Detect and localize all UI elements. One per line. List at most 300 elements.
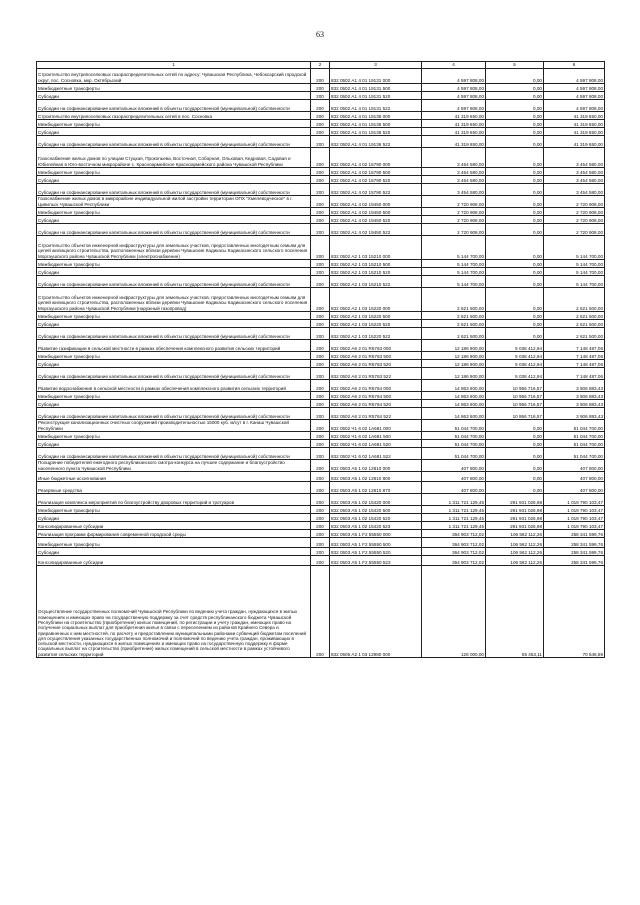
row-name-cell: Строительство внутрипоселковых газораспределительных сетей по адресу: Чувашская Республика, Чебоксарский городской округ, пос. Сосновка, мкр. Октябрьский: [37, 69, 311, 84]
table-row: [37, 506, 605, 514]
row-executed-cell: 5 038 412,94: [486, 340, 544, 352]
row-code-cell: 200: [311, 136, 330, 148]
row-executed-cell: 291 931 025,98: [486, 506, 544, 514]
row-executed-cell: 0,00: [486, 276, 544, 288]
row-kbk-cell: 832 0502 А2 1 03 15210 000: [330, 236, 422, 260]
row-remainder-cell: 5 144 700,00: [544, 268, 605, 276]
table-row: [37, 440, 605, 448]
row-code-cell: 200: [311, 168, 330, 176]
row-code-cell: 200: [311, 260, 330, 268]
row-executed-cell: 0,00: [486, 288, 544, 312]
row-remainder-cell: 1 019 790 103,47: [544, 506, 605, 514]
row-executed-cell: 0,00: [486, 112, 544, 120]
row-executed-cell: 0,00: [486, 216, 544, 224]
row-amount-cell: 5 144 700,00: [422, 276, 486, 288]
table-row: [37, 268, 605, 276]
row-amount-cell: 4 597 808,00: [422, 84, 486, 92]
row-kbk-cell: 832 0503 А5 1 02 15420 500: [330, 506, 422, 514]
row-kbk-cell: 832 0502 А1 4 02 15790 522: [330, 184, 422, 196]
table-row: [37, 432, 605, 440]
row-remainder-cell: 2 621 500,00: [544, 288, 605, 312]
row-code-cell: 200: [311, 148, 330, 168]
row-amount-cell: 14 863 600,00: [422, 408, 486, 420]
row-code-cell: 200: [311, 340, 330, 352]
row-executed-cell: 0,00: [486, 320, 544, 328]
row-executed-cell: 0,00: [486, 448, 544, 460]
row-code-cell: 200: [311, 184, 330, 196]
row-remainder-cell: 7 148 487,06: [544, 340, 605, 352]
row-name-cell: Межбюджетные трансферты: [37, 208, 311, 216]
row-remainder-cell: 258 341 599,76: [544, 530, 605, 538]
row-kbk-cell: 832 0503 А5 1 F2 55550 500: [330, 538, 422, 548]
row-remainder-cell: 2 720 908,00: [544, 208, 605, 216]
row-amount-cell: 4 597 808,00: [422, 92, 486, 100]
row-name-cell: Межбюджетные трансферты: [37, 432, 311, 440]
row-name-cell: Межбюджетные трансферты: [37, 538, 311, 548]
row-executed-cell: 0,00: [486, 128, 544, 136]
row-executed-cell: 0,00: [486, 196, 544, 208]
page-number: 63: [316, 30, 324, 39]
row-kbk-cell: 832 0502 Ч1 6 02 1А681 500: [330, 432, 422, 440]
row-amount-cell: 364 903 712,02: [422, 556, 486, 566]
row-remainder-cell: 4 597 808,00: [544, 69, 605, 84]
row-kbk-cell: 832 0502 А1 4 02 19450 522: [330, 224, 422, 236]
table-row: [37, 168, 605, 176]
table-row: [37, 176, 605, 184]
table-row: [37, 128, 605, 136]
row-kbk-cell: 832 0502 А2 1 03 15220 520: [330, 320, 422, 328]
row-code-cell: 200: [311, 176, 330, 184]
row-code-cell: 200: [311, 276, 330, 288]
row-name-cell: Реконструкция канализационных очистных сооружений производительностью 15000 куб. м/сут в г. Канаш Чувашской Республики: [37, 420, 311, 432]
row-name-cell: Субсидии: [37, 320, 311, 328]
row-code-cell: 200: [311, 566, 330, 658]
row-name-cell: Субсидии на софинансирование капитальных вложений в объекты государственной (муниципальной) собственности: [37, 368, 311, 380]
row-executed-cell: 5 038 412,94: [486, 352, 544, 360]
row-code-cell: 200: [311, 522, 330, 530]
row-executed-cell: 0,00: [486, 184, 544, 196]
row-remainder-cell: 4 597 808,00: [544, 92, 605, 100]
row-kbk-cell: 832 0502 А1 4 02 19450 520: [330, 216, 422, 224]
table-row: [37, 448, 605, 460]
row-kbk-cell: 832 0503 А5 1 02 12810 800: [330, 472, 422, 482]
row-kbk-cell: 832 0502 А1 4 01 19136 520: [330, 128, 422, 136]
row-executed-cell: 0,00: [486, 432, 544, 440]
table-row: [37, 196, 605, 208]
row-remainder-cell: 7 148 487,06: [544, 368, 605, 380]
row-name-cell: Межбюджетные трансферты: [37, 260, 311, 268]
row-name-cell: Субсидии: [37, 128, 311, 136]
row-kbk-cell: 832 0505 А2 1 03 12980 000: [330, 566, 422, 658]
row-kbk-cell: 832 0502 А1 4 01 19131 522: [330, 100, 422, 112]
column-header-1: 1: [37, 62, 311, 69]
row-name-cell: Межбюджетные трансферты: [37, 392, 311, 400]
row-executed-cell: 10 956 716,57: [486, 400, 544, 408]
row-code-cell: 200: [311, 472, 330, 482]
row-remainder-cell: 41 319 650,00: [544, 112, 605, 120]
row-kbk-cell: 832 0502 А1 4 02 15790 000: [330, 148, 422, 168]
row-executed-cell: 5 038 412,94: [486, 368, 544, 380]
table-row: [37, 224, 605, 236]
row-executed-cell: 0,00: [486, 420, 544, 432]
table-row: [37, 216, 605, 224]
row-kbk-cell: 832 0503 А5 1 F2 55550 000: [330, 530, 422, 538]
row-name-cell: Консолидированные субсидии: [37, 556, 311, 566]
row-amount-cell: 2 720 908,00: [422, 208, 486, 216]
row-amount-cell: 3 454 580,00: [422, 184, 486, 196]
row-kbk-cell: 832 0502 А6 2 01 R5764 000: [330, 380, 422, 392]
table-row: [37, 538, 605, 548]
row-amount-cell: 4 597 808,00: [422, 100, 486, 112]
row-name-cell: Субсидии: [37, 92, 311, 100]
row-name-cell: Резервные средства: [37, 482, 311, 494]
table-row: [37, 514, 605, 522]
row-executed-cell: 0,00: [486, 100, 544, 112]
row-kbk-cell: 832 0502 А6 2 01 R5763 000: [330, 340, 422, 352]
row-kbk-cell: 832 0502 Ч1 6 02 1А681 520: [330, 440, 422, 448]
row-kbk-cell: 832 0502 А2 1 03 15220 500: [330, 312, 422, 320]
row-code-cell: 200: [311, 440, 330, 448]
row-name-cell: Межбюджетные трансферты: [37, 352, 311, 360]
table-row: [37, 368, 605, 380]
row-code-cell: 200: [311, 514, 330, 522]
table-row: [37, 380, 605, 392]
table-row: [37, 328, 605, 340]
row-name-cell: Субсидии: [37, 268, 311, 276]
row-name-cell: Межбюджетные трансферты: [37, 312, 311, 320]
table-row: [37, 556, 605, 566]
row-executed-cell: 0,00: [486, 92, 544, 100]
row-executed-cell: 106 562 112,26: [486, 548, 544, 556]
row-amount-cell: 51 044 700,00: [422, 432, 486, 440]
row-kbk-cell: 832 0502 А6 2 01 R5763 522: [330, 368, 422, 380]
row-name-cell: Субсидии на софинансирование капитальных вложений в объекты государственной (муниципальной) собственности: [37, 184, 311, 196]
row-name-cell: Межбюджетные трансферты: [37, 120, 311, 128]
table-body: [37, 69, 605, 658]
row-code-cell: 200: [311, 506, 330, 514]
table-row: [37, 320, 605, 328]
table-row: [37, 208, 605, 216]
table-row: [37, 392, 605, 400]
table-row: [37, 352, 605, 360]
row-amount-cell: 4 597 808,00: [422, 69, 486, 84]
row-remainder-cell: 3 454 580,00: [544, 176, 605, 184]
row-amount-cell: 407 800,00: [422, 472, 486, 482]
row-amount-cell: 1 311 721 129,45: [422, 522, 486, 530]
table-row: [37, 522, 605, 530]
row-code-cell: 200: [311, 352, 330, 360]
row-amount-cell: 2 621 500,00: [422, 312, 486, 320]
row-name-cell: Газоснабжение жилых домов в микрорайоне индивидуальной жилой застройки территории ОПХ "Хмелеводческое" в г. Цивильск Чувашской Республики: [37, 196, 311, 208]
row-name-cell: Субсидии: [37, 216, 311, 224]
row-kbk-cell: 832 0502 Ч1 6 02 1А681 522: [330, 448, 422, 460]
row-kbk-cell: 832 0502 А6 2 01 R5764 500: [330, 392, 422, 400]
row-code-cell: 200: [311, 224, 330, 236]
row-amount-cell: 2 621 500,00: [422, 288, 486, 312]
row-name-cell: Развитие водоснабжения в сельской местности в рамках обеспечения комплексного развития сельских территорий: [37, 380, 311, 392]
row-remainder-cell: 407 800,00: [544, 482, 605, 494]
row-executed-cell: 0,00: [486, 472, 544, 482]
row-name-cell: Межбюджетные трансферты: [37, 506, 311, 514]
row-amount-cell: 14 863 600,00: [422, 400, 486, 408]
row-executed-cell: 0,00: [486, 260, 544, 268]
row-name-cell: Межбюджетные трансферты: [37, 84, 311, 92]
row-kbk-cell: 832 0502 А1 4 01 19136 500: [330, 120, 422, 128]
row-remainder-cell: 2 720 908,00: [544, 216, 605, 224]
row-remainder-cell: 3 906 883,43: [544, 380, 605, 392]
row-code-cell: 200: [311, 482, 330, 494]
row-amount-cell: 364 903 712,02: [422, 538, 486, 548]
row-kbk-cell: 832 0502 А1 4 02 19450 500: [330, 208, 422, 216]
row-executed-cell: 10 956 716,57: [486, 408, 544, 420]
row-amount-cell: 14 863 600,00: [422, 392, 486, 400]
row-code-cell: 200: [311, 69, 330, 84]
table-row: [37, 69, 605, 84]
row-remainder-cell: 3 906 883,43: [544, 408, 605, 420]
row-name-cell: Субсидии на софинансирование капитальных вложений в объекты государственной (муниципальной) собственности: [37, 224, 311, 236]
row-code-cell: 200: [311, 84, 330, 92]
row-executed-cell: 0,00: [486, 69, 544, 84]
row-executed-cell: 0,00: [486, 176, 544, 184]
row-remainder-cell: 70 546,89: [544, 566, 605, 658]
row-remainder-cell: 3 454 580,00: [544, 184, 605, 196]
row-amount-cell: 364 903 712,02: [422, 548, 486, 556]
row-name-cell: Развитие газификации в сельской местности в рамках обеспечения комплексного развития сельских территорий: [37, 340, 311, 352]
row-kbk-cell: 832 0502 А6 2 01 R5763 520: [330, 360, 422, 368]
row-remainder-cell: 41 319 650,00: [544, 128, 605, 136]
row-executed-cell: 55 453,11: [486, 566, 544, 658]
row-name-cell: Субсидии на софинансирование капитальных вложений в объекты государственной (муниципальной) собственности: [37, 100, 311, 112]
row-name-cell: Иные бюджетные ассигнования: [37, 472, 311, 482]
table-row: [37, 548, 605, 556]
row-name-cell: Субсидии: [37, 176, 311, 184]
row-name-cell: Строительство объектов инженерной инфраструктуры для земельных участков, предоставленных многодетным семьям для целей жилищного строительства, расположенных вблизи деревни Чувашские Кадикасы Кадикасинского сельского поселения Моргаушского района Чувашской Республики (электроснабжение): [37, 236, 311, 260]
row-amount-cell: 12 186 900,00: [422, 360, 486, 368]
row-remainder-cell: 51 044 700,00: [544, 448, 605, 460]
row-kbk-cell: 832 0502 А2 1 03 15220 000: [330, 288, 422, 312]
row-executed-cell: 5 038 412,94: [486, 360, 544, 368]
row-name-cell: Осуществление государственных полномочий Чувашской Республики по ведению учета граждан, нуждающихся в жилых помещениях и имеющих право на государственную поддержку за счет средств республиканского бюджета Чувашской Республики на строительство (приобретение) жилых помещений, по регистрации и учету граждан, имеющих право на получение социальных выплат для приобретения жилья в связи с переселением из районов Крайнего Севера и приравненных к ним местностей, по расчету и предоставлению муниципальными районами субвенций бюджетам поселений для осуществления указанных государственных полномочий и полномочий по ведению учета граждан, проживающих в сельской местности, нуждающихся в жилых помещениях и имеющих право на государственную поддержку в форме социальных выплат на строительство (приобретение) жилых помещений в сельской местности в рамках устойчивого развития сельских территорий: [37, 566, 311, 658]
row-code-cell: 200: [311, 494, 330, 506]
table-row: [37, 408, 605, 420]
row-code-cell: 200: [311, 216, 330, 224]
table-row: [37, 460, 605, 472]
row-executed-cell: 0,00: [486, 268, 544, 276]
row-executed-cell: 10 956 716,57: [486, 392, 544, 400]
row-remainder-cell: 1 019 790 103,47: [544, 494, 605, 506]
row-amount-cell: 51 044 700,00: [422, 448, 486, 460]
row-code-cell: 200: [311, 556, 330, 566]
row-kbk-cell: 832 0502 А6 2 01 R5763 500: [330, 352, 422, 360]
row-name-cell: Субсидии: [37, 548, 311, 556]
row-executed-cell: 0,00: [486, 224, 544, 236]
table-row: [37, 340, 605, 352]
row-amount-cell: 12 186 900,00: [422, 352, 486, 360]
table-row: [37, 184, 605, 196]
row-name-cell: Субсидии на софинансирование капитальных вложений в объекты государственной (муниципальной) собственности: [37, 448, 311, 460]
row-name-cell: Консолидированные субсидии: [37, 522, 311, 530]
row-remainder-cell: 3 454 580,00: [544, 168, 605, 176]
row-amount-cell: 3 454 580,00: [422, 168, 486, 176]
row-executed-cell: 106 562 112,26: [486, 556, 544, 566]
row-code-cell: 200: [311, 236, 330, 260]
row-executed-cell: 0,00: [486, 120, 544, 128]
row-kbk-cell: 832 0503 А5 1 02 12810 870: [330, 482, 422, 494]
row-code-cell: 200: [311, 392, 330, 400]
row-executed-cell: 0,00: [486, 460, 544, 472]
row-kbk-cell: 832 0503 А5 1 F2 55550 520: [330, 548, 422, 556]
row-executed-cell: 0,00: [486, 84, 544, 92]
row-kbk-cell: 832 0502 А2 1 03 15220 522: [330, 328, 422, 340]
row-amount-cell: 41 319 650,00: [422, 136, 486, 148]
row-name-cell: Газоснабжение жилых домов по улицам Стуцкая, Прокопьева, Восточная, Соборная, Ольховая, Кедровая, Садовая и Юбилейная в Юго-восточном микрорайоне с. Красноармейское Красноармейского района Чувашской Республики: [37, 148, 311, 168]
table-row: [37, 92, 605, 100]
budget-table: [36, 61, 605, 658]
row-executed-cell: 10 956 716,57: [486, 380, 544, 392]
row-code-cell: 200: [311, 100, 330, 112]
row-name-cell: Реализация комплекса мероприятий по благоустройству дворовых территорий и тротуаров: [37, 494, 311, 506]
row-remainder-cell: 5 144 700,00: [544, 260, 605, 268]
row-code-cell: 200: [311, 400, 330, 408]
row-amount-cell: 5 144 700,00: [422, 260, 486, 268]
row-remainder-cell: 5 144 700,00: [544, 276, 605, 288]
row-remainder-cell: 4 597 808,00: [544, 84, 605, 92]
row-executed-cell: 106 562 112,26: [486, 538, 544, 548]
row-executed-cell: 0,00: [486, 168, 544, 176]
table-row: [37, 360, 605, 368]
row-code-cell: 200: [311, 320, 330, 328]
row-code-cell: 200: [311, 432, 330, 440]
row-remainder-cell: 258 341 599,76: [544, 556, 605, 566]
row-amount-cell: 3 454 580,00: [422, 176, 486, 184]
row-name-cell: Строительство внутрипоселковых газораспределительных сетей в пос. Сосновка: [37, 112, 311, 120]
row-amount-cell: 2 720 908,00: [422, 216, 486, 224]
row-name-cell: Субсидии на софинансирование капитальных вложений в объекты государственной (муниципальной) собственности: [37, 136, 311, 148]
row-remainder-cell: 5 144 700,00: [544, 236, 605, 260]
row-amount-cell: 2 720 908,00: [422, 196, 486, 208]
row-code-cell: 200: [311, 268, 330, 276]
row-amount-cell: 41 319 650,00: [422, 128, 486, 136]
row-kbk-cell: 832 0502 А6 2 01 R5764 522: [330, 408, 422, 420]
table-row: [37, 100, 605, 112]
row-name-cell: Субсидии на софинансирование капитальных вложений в объекты государственной (муниципальной) собственности: [37, 408, 311, 420]
column-header-2: 2: [311, 62, 330, 69]
row-name-cell: Субсидии: [37, 514, 311, 522]
row-code-cell: 200: [311, 312, 330, 320]
row-code-cell: 200: [311, 380, 330, 392]
column-header-3: 3: [330, 62, 422, 69]
table-row: [37, 84, 605, 92]
row-kbk-cell: 832 0502 А1 4 02 15790 500: [330, 168, 422, 176]
row-remainder-cell: 2 720 908,00: [544, 224, 605, 236]
row-remainder-cell: 407 800,00: [544, 472, 605, 482]
row-kbk-cell: 832 0502 А1 4 01 19136 000: [330, 112, 422, 120]
row-amount-cell: 14 863 600,00: [422, 380, 486, 392]
table-row: [37, 312, 605, 320]
row-code-cell: 200: [311, 128, 330, 136]
row-kbk-cell: 832 0503 А5 1 02 15420 523: [330, 522, 422, 530]
column-numbers-row: [37, 62, 605, 69]
table-header: [37, 62, 605, 69]
table-row: [37, 566, 605, 658]
row-kbk-cell: 832 0502 А2 1 03 15210 522: [330, 276, 422, 288]
table-row: [37, 400, 605, 408]
table-row: [37, 420, 605, 432]
row-remainder-cell: 3 454 580,00: [544, 148, 605, 168]
row-code-cell: 200: [311, 460, 330, 472]
row-kbk-cell: 832 0502 А1 4 02 19450 000: [330, 196, 422, 208]
row-amount-cell: 3 454 580,00: [422, 148, 486, 168]
table-row: [37, 260, 605, 268]
table-row: [37, 136, 605, 148]
row-kbk-cell: 832 0502 Ч1 6 02 1А681 000: [330, 420, 422, 432]
row-kbk-cell: 832 0503 А5 1 02 15420 520: [330, 514, 422, 522]
table-row: [37, 276, 605, 288]
row-executed-cell: 0,00: [486, 312, 544, 320]
row-name-cell: Субсидии: [37, 400, 311, 408]
row-amount-cell: 41 319 650,00: [422, 120, 486, 128]
row-amount-cell: 2 720 908,00: [422, 224, 486, 236]
row-name-cell: Поощрение победителей ежегодного республиканского смотра-конкурса на лучшее содержание и благоустройство населенного пункта Чувашской Республики: [37, 460, 311, 472]
row-remainder-cell: 2 621 500,00: [544, 328, 605, 340]
row-remainder-cell: 51 044 700,00: [544, 420, 605, 432]
row-code-cell: 200: [311, 538, 330, 548]
row-remainder-cell: 41 319 650,00: [544, 136, 605, 148]
row-kbk-cell: 832 0503 А5 1 02 12810 000: [330, 460, 422, 472]
row-executed-cell: 291 931 025,98: [486, 522, 544, 530]
row-amount-cell: 407 800,00: [422, 460, 486, 472]
row-kbk-cell: 832 0503 А5 1 F2 55550 523: [330, 556, 422, 566]
row-executed-cell: 0,00: [486, 236, 544, 260]
row-amount-cell: 1 311 721 129,45: [422, 514, 486, 522]
row-name-cell: Межбюджетные трансферты: [37, 168, 311, 176]
row-executed-cell: 0,00: [486, 208, 544, 216]
row-kbk-cell: 832 0502 А2 1 03 15210 500: [330, 260, 422, 268]
row-remainder-cell: 51 044 700,00: [544, 440, 605, 448]
row-executed-cell: 291 931 025,98: [486, 514, 544, 522]
table-row: [37, 482, 605, 494]
row-amount-cell: 12 186 900,00: [422, 340, 486, 352]
row-remainder-cell: 2 621 500,00: [544, 320, 605, 328]
row-kbk-cell: 832 0502 А1 4 01 19131 000: [330, 69, 422, 84]
row-code-cell: 200: [311, 92, 330, 100]
row-remainder-cell: 407 800,00: [544, 460, 605, 472]
table-row: [37, 530, 605, 538]
row-name-cell: Реализация программ формирования современной городской среды: [37, 530, 311, 538]
row-name-cell: Строительство объектов инженерной инфраструктуры для земельных участков, предоставленных многодетным семьям для целей жилищного строительства, расположенных вблизи деревни Чувашские Кадикасы Кадикасинского сельского поселения Моргаушского района Чувашской Республики (наружный газопровод): [37, 288, 311, 312]
row-code-cell: 200: [311, 420, 330, 432]
row-amount-cell: 51 044 700,00: [422, 420, 486, 432]
row-remainder-cell: 41 319 650,00: [544, 120, 605, 128]
row-remainder-cell: 3 906 883,43: [544, 400, 605, 408]
row-amount-cell: 12 186 900,00: [422, 368, 486, 380]
row-remainder-cell: 1 019 790 103,47: [544, 514, 605, 522]
row-remainder-cell: 3 906 883,43: [544, 392, 605, 400]
row-name-cell: Субсидии: [37, 360, 311, 368]
row-amount-cell: 407 800,00: [422, 482, 486, 494]
row-amount-cell: 51 044 700,00: [422, 440, 486, 448]
table-row: [37, 236, 605, 260]
row-amount-cell: 1 311 721 129,45: [422, 506, 486, 514]
row-remainder-cell: 7 148 487,06: [544, 352, 605, 360]
row-remainder-cell: 51 044 700,00: [544, 432, 605, 440]
column-header-5: 5: [486, 62, 544, 69]
row-code-cell: 200: [311, 548, 330, 556]
row-executed-cell: 0,00: [486, 328, 544, 340]
row-executed-cell: 0,00: [486, 148, 544, 168]
row-amount-cell: 2 621 500,00: [422, 320, 486, 328]
table-row: [37, 148, 605, 168]
